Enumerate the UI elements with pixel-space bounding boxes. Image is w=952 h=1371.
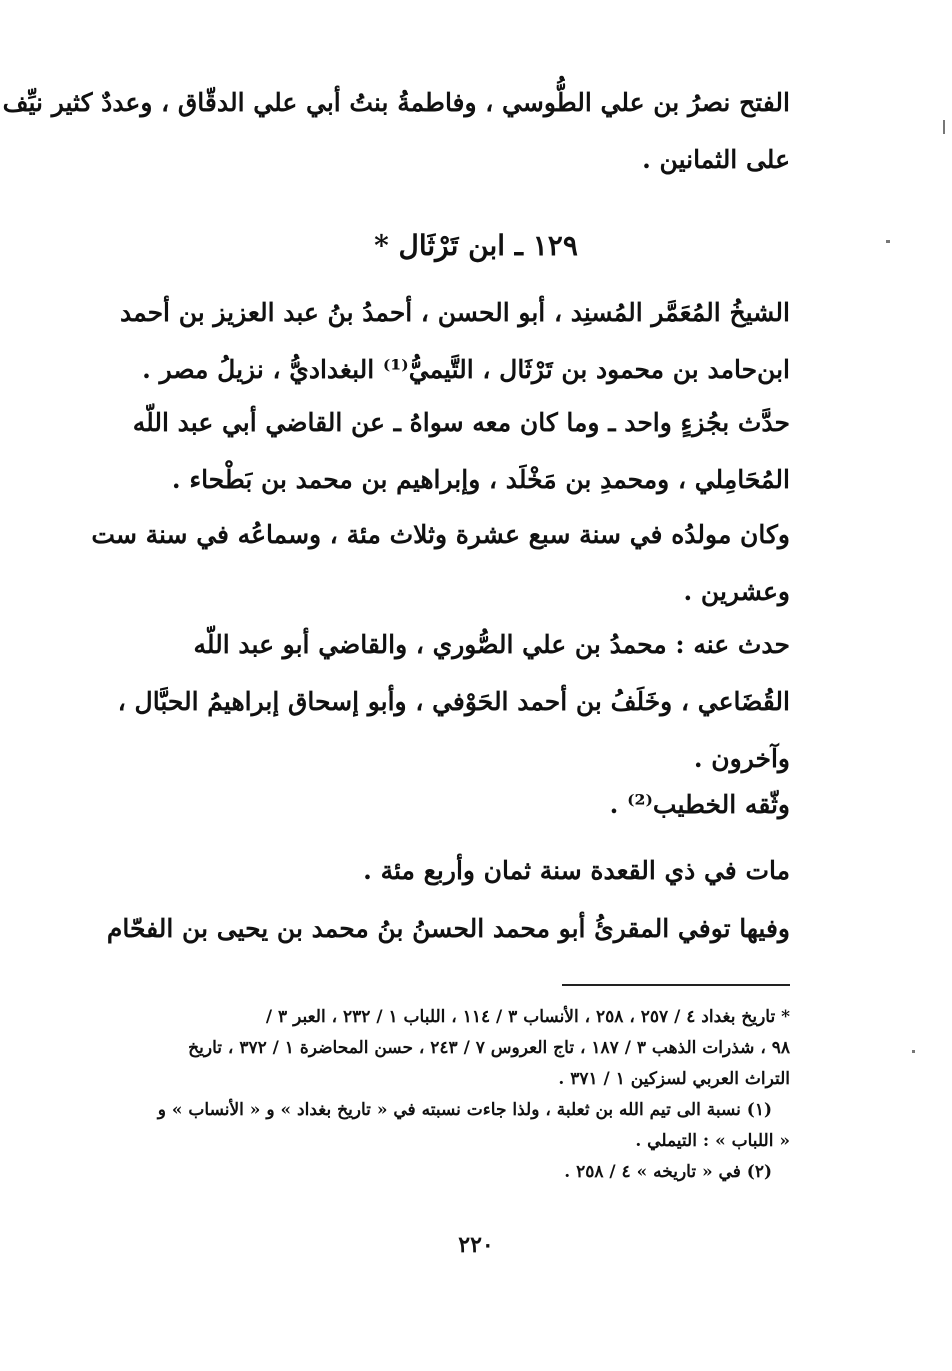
footnote-line: التراث العربي لسزكين ١ / ٣٧١ . (558, 1069, 790, 1089)
paragraph-authentication (130, 776, 790, 833)
footnote-divider (562, 984, 790, 986)
footnote-sources (130, 1002, 790, 1095)
footnote-line: (١) نسبة الى تيم الله بن ثعلبة ، ولذا جاءت نسبته في « تاريخ بغداد » و « الأنساب » و (157, 1100, 772, 1120)
paragraph-birth (91, 506, 790, 620)
paragraph-same-year (106, 900, 790, 957)
text-line: وثّقه الخطيب⁽²⁾ . (609, 790, 790, 819)
text-line: وعشرين . (683, 577, 790, 606)
text-line: مات في ذي القعدة سنة ثمان وأربع مئة . (363, 856, 790, 885)
text-line: الشيخُ المُعَمَّر المُسنِد ، أبو الحسن ، أحمدُ بنُ عبد العزيز بن أحمد (120, 298, 790, 327)
text-line: وفيها توفي المقرئُ أبو محمد الحسنُ بنُ محمد بن يحيى بن الفحّام (106, 914, 790, 943)
scan-speck (886, 240, 890, 243)
text-line: حدث عنه : محمدُ بن علي الصُّوري ، والقاضي أبو عبد اللّه (193, 630, 790, 659)
footnote-line: « اللباب » : التيملي . (635, 1131, 790, 1151)
scan-speck (943, 120, 945, 134)
text-line: المُحَامِلي ، ومحمدِ بن مَخْلَد ، وإبراهيم بن محمد بن بَطْحاء . (171, 465, 790, 494)
paragraph-biography (120, 284, 790, 398)
paragraph-students (117, 616, 790, 787)
footnotes (130, 1002, 790, 1188)
text-line: القُضَاعي ، وخَلَفُ بن أحمد الحَوْفي ، وأبو إسحاق إبراهيمُ الحبَّال ، (117, 687, 790, 716)
text-line: الفتح نصرُ بن علي الطُّوسي ، وفاطمةُ بنتُ أبي علي الدقّاق ، وعددٌ كثير نيِّف (2, 88, 790, 117)
footnote-line: (٢) في « تاريخه » ٤ / ٢٥٨ . (564, 1162, 772, 1182)
entry-heading: ١٢٩ ـ ابن تَرْثَال * (374, 229, 578, 262)
text-line: وكان مولدُه في سنة سبع عشرة وثلاث مئة ، وسماعُه في سنة ست (91, 520, 790, 549)
footnote-1 (130, 1095, 790, 1157)
scan-speck (912, 1050, 915, 1053)
paragraph-narration (130, 394, 790, 508)
text-line: ابن‌حامد بن محمود بن تَرْثَال ، التَّيميُّ⁽¹⁾ البغداديُّ ، نزيلُ مصر . (142, 355, 790, 384)
footnote-line: ٩٨ ، شذرات الذهب ٣ / ١٨٧ ، تاج العروس ٧ / ٢٤٣ ، حسن المحاضرة ١ / ٣٧٢ ، تاريخ (188, 1038, 790, 1058)
page-number: ٢٢٠ (458, 1232, 494, 1258)
text-line: وآخرون . (693, 744, 790, 773)
intro-paragraph (2, 74, 790, 188)
text-line: حدَّث بجُزءٍ واحد ـ وما كان معه سواهُ ـ عن القاضي أبي عبد اللّه (132, 408, 790, 437)
text-line: على الثمانين . (642, 145, 790, 174)
paragraph-death (130, 842, 790, 899)
footnote-2 (130, 1157, 790, 1188)
footnote-line: * تاريخ بغداد ٤ / ٢٥٧ ، ٢٥٨ ، الأنساب ٣ / ١١٤ ، اللباب ١ / ٢٣٢ ، العبر ٣ / (265, 1007, 790, 1027)
